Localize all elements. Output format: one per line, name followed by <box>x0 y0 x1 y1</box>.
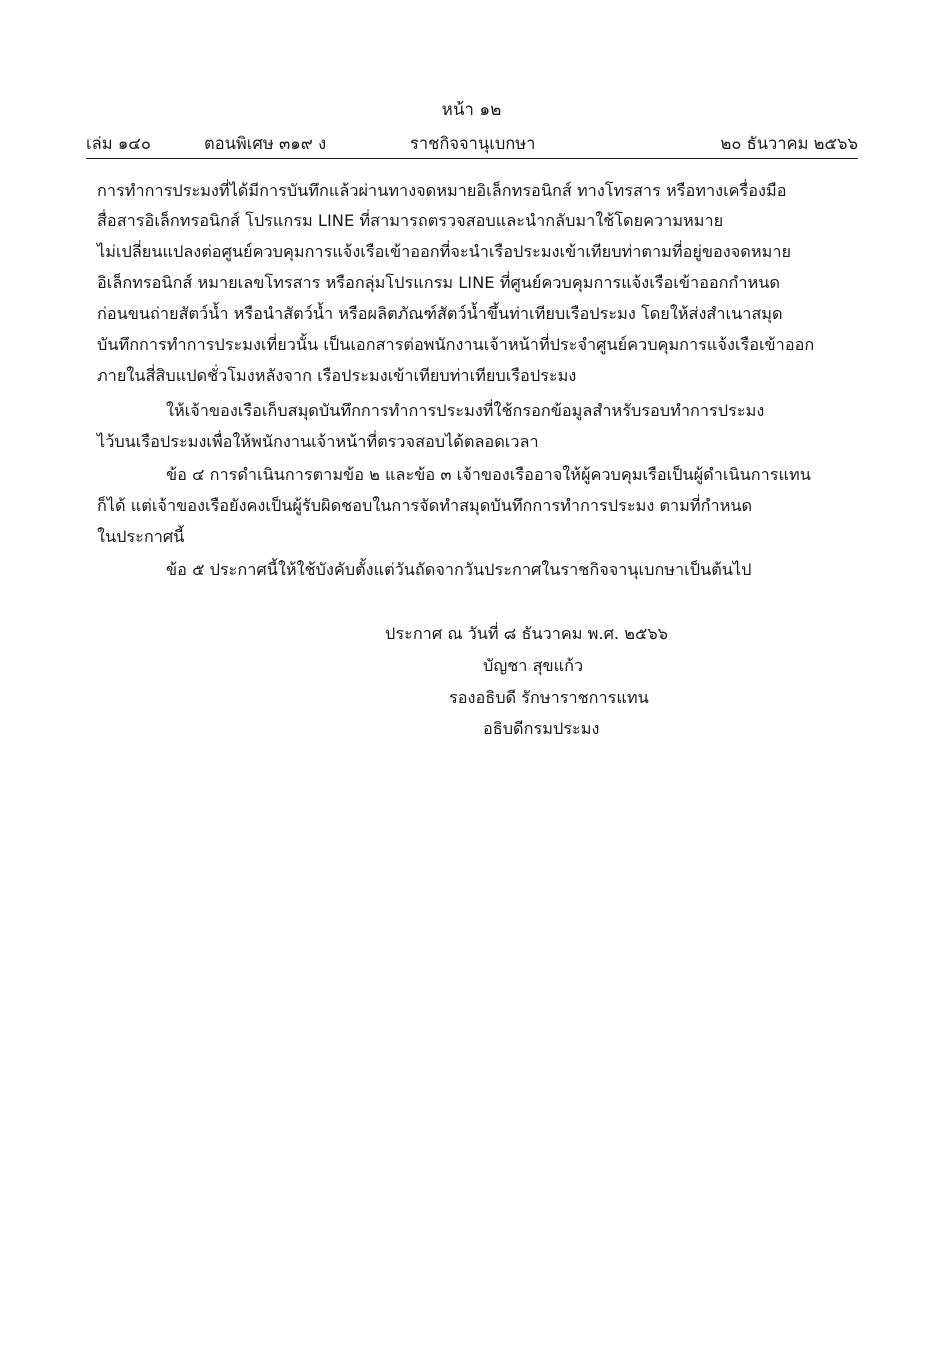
clause-5-line: ข้อ ๕ ประกาศนี้ให้ใช้บังคับตั้งแต่วันถัดจากวันประกาศในราชกิจจานุเบกษาเป็นต้นไป <box>166 560 752 579</box>
body-line: ก็ได้ แต่เจ้าของเรือยังคงเป็นผู้รับผิดชอบในการจัดทำสมุดบันทึกการทำการประมง ตามที่กำหนด <box>97 496 753 515</box>
body-line: ให้เจ้าของเรือเก็บสมุดบันทึกการทำการประมงที่ใช้กรอกข้อมูลสำหรับรอบทำการประมง <box>166 401 765 420</box>
body-line: อิเล็กทรอนิกส์ หมายเลขโทรสาร หรือกลุ่มโปรแกรม LINE ที่ศูนย์ควบคุมการแจ้งเรือเข้าออกกำหนด <box>97 273 780 292</box>
header-date: ๒๐ ธันวาคม ๒๕๖๖ <box>720 134 858 153</box>
signatory-name: บัญชา สุขแก้ว <box>483 656 584 675</box>
body-line: ภายในสี่สิบแปดชั่วโมงหลังจาก เรือประมงเข้าเทียบท่าเทียบเรือประมง <box>97 366 577 385</box>
body-line: สื่อสารอิเล็กทรอนิกส์ โปรแกรม LINE ที่สามารถตรวจสอบและนำกลับมาใช้โดยความหมาย <box>97 211 724 230</box>
body-line: ก่อนขนถ่ายสัตว์น้ำ หรือนำสัตว์น้ำ หรือผลิตภัณฑ์สัตว์น้ำขึ้นท่าเทียบเรือประมง โดยให้ส่งสำเนาสมุด <box>97 304 783 323</box>
body-line: ไว้บนเรือประมงเพื่อให้พนักงานเจ้าหน้าที่ตรวจสอบได้ตลอดเวลา <box>97 432 539 451</box>
body-line: การทำการประมงที่ได้มีการบันทึกแล้วผ่านทางจดหมายอิเล็กทรอนิกส์ ทางโทรสาร หรือทางเครื่องมือ <box>97 181 787 200</box>
header-issue: ตอนพิเศษ ๓๑๙ ง <box>204 134 327 153</box>
signatory-position: รองอธิบดี รักษาราชการแทน <box>449 688 649 707</box>
clause-4-line: ข้อ ๔ การดำเนินการตามข้อ ๒ และข้อ ๓ เจ้าของเรืออาจให้ผู้ควบคุมเรือเป็นผู้ดำเนินการแทน <box>166 465 811 484</box>
header-divider <box>86 158 858 159</box>
signatory-title: อธิบดีกรมประมง <box>483 719 600 738</box>
gazette-header <box>86 131 858 155</box>
announcement-date: ประกาศ ณ วันที่ ๘ ธันวาคม พ.ศ. ๒๕๖๖ <box>385 624 668 643</box>
body-line: ไม่เปลี่ยนแปลงต่อศูนย์ควบคุมการแจ้งเรือเข้าออกที่จะนำเรือประมงเข้าเทียบท่าตามที่อยู่ของจดหมาย <box>97 242 792 261</box>
body-line: ในประกาศนี้ <box>97 527 185 546</box>
body-line: บันทึกการทำการประมงเที่ยวนั้น เป็นเอกสารต่อพนักงานเจ้าหน้าที่ประจำศูนย์ควบคุมการแจ้งเรือเข้าออก <box>97 335 815 354</box>
page-number: หน้า ๑๒ <box>441 100 502 120</box>
header-volume: เล่ม ๑๔๐ <box>86 134 151 153</box>
header-gazette-name: ราชกิจจานุเบกษา <box>410 134 536 153</box>
